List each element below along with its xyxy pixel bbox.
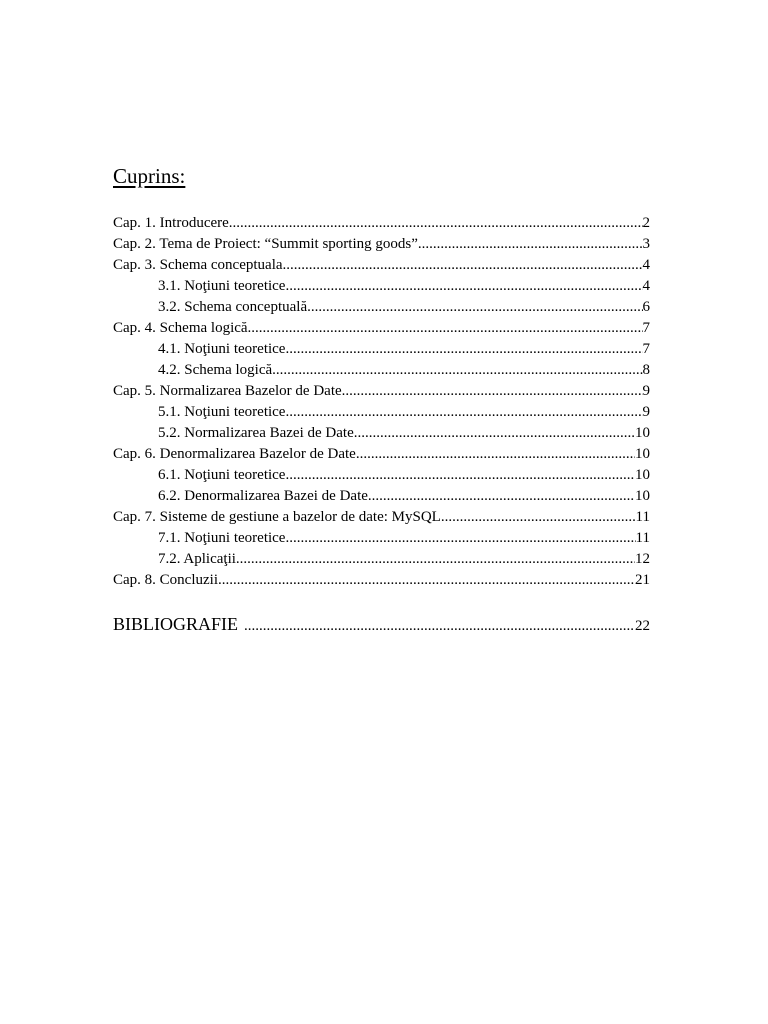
toc-leader-dots — [218, 570, 635, 591]
toc-entry-cap-3[interactable] — [113, 255, 650, 276]
toc-leader-dots — [285, 465, 635, 486]
toc-leader-dots — [342, 381, 643, 402]
toc-leader-dots — [229, 213, 643, 234]
toc-entry-cap-8[interactable] — [113, 570, 650, 591]
toc-entry-7-2[interactable] — [113, 549, 650, 570]
toc-leader-dots — [368, 486, 635, 507]
bibliography-title: BIBLIOGRAFIE — [113, 614, 238, 634]
toc-entry-7-1[interactable] — [113, 528, 650, 549]
table-of-contents — [113, 213, 650, 591]
toc-leader-dots — [285, 276, 642, 297]
toc-entry-cap-7[interactable] — [113, 507, 650, 528]
toc-leader-dots — [418, 234, 643, 255]
toc-entry-page: 10 — [635, 467, 650, 483]
toc-entry-title: Cap. 5. Normalizarea Bazelor de Date — [113, 383, 342, 399]
toc-entry-title: Cap. 7. Sisteme de gestiune a bazelor de date: MySQL — [113, 509, 441, 525]
toc-entry-cap-2[interactable] — [113, 234, 650, 255]
toc-entry-page: 4 — [642, 257, 650, 273]
toc-entry-page: 12 — [635, 551, 650, 567]
toc-entry-5-2[interactable] — [113, 423, 650, 444]
toc-entry-3-1[interactable] — [113, 276, 650, 297]
toc-entry-title: Cap. 8. Concluzii — [113, 572, 218, 588]
toc-entry-title: 6.1. Noţiuni teoretice — [158, 467, 286, 483]
toc-entry-page: 6 — [642, 299, 650, 315]
toc-entry-title: 3.1. Noţiuni teoretice — [158, 278, 286, 294]
toc-entry-4-2[interactable] — [113, 360, 650, 381]
toc-leader-dots — [283, 255, 643, 276]
toc-entry-page: 4 — [642, 278, 650, 294]
toc-entry-title: Cap. 4. Schema logică — [113, 320, 248, 336]
toc-leader-dots — [272, 360, 642, 381]
toc-entry-bibliography[interactable] — [113, 612, 650, 638]
toc-leader-dots — [285, 402, 642, 423]
toc-entry-title: 4.1. Noţiuni teoretice — [158, 341, 286, 357]
toc-entry-page: 2 — [642, 215, 650, 231]
toc-entry-4-1[interactable] — [113, 339, 650, 360]
toc-entry-title: 3.2. Schema conceptuală — [158, 299, 308, 315]
toc-heading: Cuprins: — [113, 164, 186, 188]
toc-entry-title: 7.2. Aplicaţii — [158, 551, 236, 567]
toc-entry-page: 7 — [642, 320, 650, 336]
toc-entry-title: 5.1. Noţiuni teoretice — [158, 404, 286, 420]
toc-entry-cap-6[interactable] — [113, 444, 650, 465]
toc-entry-6-2[interactable] — [113, 486, 650, 507]
toc-entry-title: 6.2. Denormalizarea Bazei de Date — [158, 488, 368, 504]
toc-entry-title: Cap. 1. Introducere — [113, 215, 229, 231]
toc-entry-page: 11 — [635, 509, 650, 525]
toc-entry-title: Cap. 3. Schema conceptuala — [113, 257, 283, 273]
toc-entry-cap-1[interactable] — [113, 213, 650, 234]
toc-entry-page: 11 — [635, 530, 650, 546]
toc-entry-title: Cap. 6. Denormalizarea Bazelor de Date — [113, 446, 356, 462]
toc-entry-page: 8 — [642, 362, 650, 378]
toc-entry-title: 4.2. Schema logică — [158, 362, 273, 378]
toc-entry-title: Cap. 2. Tema de Proiect: “Summit sporting goods” — [113, 236, 418, 252]
toc-leader-dots — [356, 444, 635, 465]
toc-leader-dots — [244, 614, 635, 638]
bibliography-page: 22 — [635, 618, 650, 634]
toc-entry-page: 7 — [642, 341, 650, 357]
toc-entry-page: 21 — [635, 572, 650, 588]
toc-entry-5-1[interactable] — [113, 402, 650, 423]
toc-entry-title: 7.1. Noţiuni teoretice — [158, 530, 286, 546]
toc-leader-dots — [441, 507, 636, 528]
toc-entry-title: 5.2. Normalizarea Bazei de Date — [158, 425, 354, 441]
toc-leader-dots — [248, 318, 643, 339]
toc-entry-3-2[interactable] — [113, 297, 650, 318]
toc-entry-page: 3 — [642, 236, 650, 252]
toc-entry-page: 10 — [635, 425, 650, 441]
toc-entry-page: 10 — [635, 446, 650, 462]
toc-entry-6-1[interactable] — [113, 465, 650, 486]
toc-leader-dots — [285, 528, 635, 549]
toc-leader-dots — [285, 339, 642, 360]
toc-entry-cap-4[interactable] — [113, 318, 650, 339]
toc-entry-page: 9 — [642, 404, 650, 420]
toc-entry-cap-5[interactable] — [113, 381, 650, 402]
toc-entry-page: 9 — [642, 383, 650, 399]
toc-leader-dots — [354, 423, 635, 444]
toc-leader-dots — [307, 297, 642, 318]
toc-entry-page: 10 — [635, 488, 650, 504]
toc-leader-dots — [236, 549, 635, 570]
